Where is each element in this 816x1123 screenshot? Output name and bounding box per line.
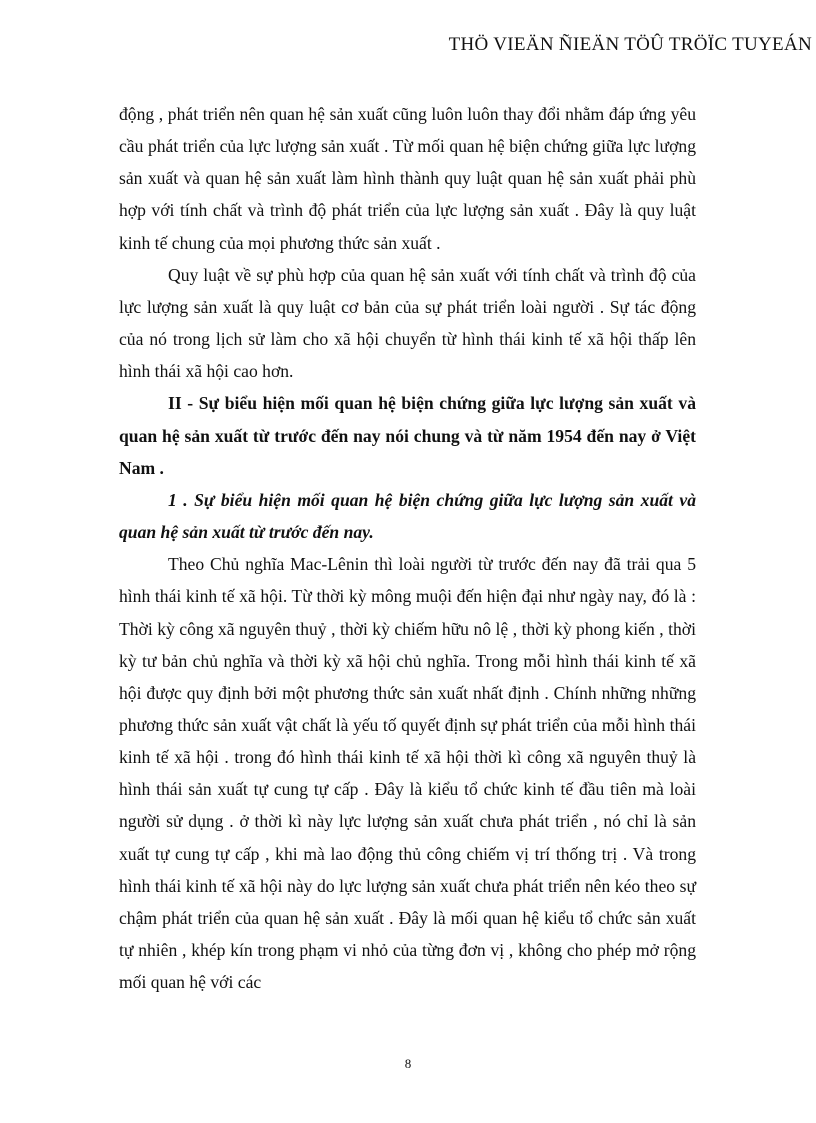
- section-heading: II - Sự biểu hiện mối quan hệ biện chứng giữa lực lượng sản xuất và quan hệ sản xuất từ trước đến nay nói chung và từ năm 1954 đến nay ở Việt Nam .: [119, 393, 696, 478]
- body-paragraph-continued: động , phát triển nên quan hệ sản xuất cũng luôn luôn thay đổi nhằm đáp ứng yêu cầu phát triển của lực lượng sản xuất . Từ mối quan hệ biện chứng giữa lực lượng sản xuất và quan hệ sản xuất làm hình thành quy luật quan hệ sản xuất phải phù hợp với tính chất và trình độ phát triển của lực lượng sản xuất . Đây là quy luật kinh tế chung của mọi phương thức sản xuất .: [119, 104, 696, 253]
- body-paragraph: Theo Chủ nghĩa Mac-Lênin thì loài người từ trước đến nay đã trải qua 5 hình thái kinh tế xã hội. Từ thời kỳ mông muội đến hiện đại như ngày nay, đó là : Thời kỳ công xã nguyên thuỷ , thời kỳ chiếm hữu nô lệ , thời kỳ phong kiến , thời kỳ tư bản chủ nghĩa và thời kỳ xã hội chủ nghĩa. Trong mỗi hình thái kinh tế xã hội được quy định bởi một phương thức sản xuất nhất định . Chính những những phương thức sản xuất vật chất là yếu tố quyết định sự phát triển của mỗi hình thái kinh tế xã hội . trong đó hình thái kinh tế xã hội thời kì công xã nguyên thuỷ là hình thái sản xuất tự cung tự cấp . Đây là kiểu tổ chức kinh tế đầu tiên mà loài người sử dụng . ở thời kì này lực lượng sản xuất chưa phát triển , nó chỉ là sản xuất tự cung tự cấp , khi mà lao động thủ công chiếm vị trí thống trị . Và trong hình thái kinh tế xã hội này do lực lượng sản xuất chưa phát triển nên kéo theo sự chậm phát triển của quan hệ sản xuất . Đây là mối quan hệ kiểu tổ chức sản xuất tự nhiên , khép kín trong phạm vi nhỏ của từng đơn vị , không cho phép mở rộng mối quan hệ với các: [119, 554, 696, 993]
- subsection-heading: 1 . Sự biểu hiện mối quan hệ biện chứng giữa lực lượng sản xuất và quan hệ sản xuất từ trước đến nay.: [119, 489, 696, 543]
- page-header-title: THÖ VIEÄN ÑIEÄN TÖÛ TRÖÏC TUYEÁN: [448, 34, 812, 55]
- page-number: 8: [404, 1056, 412, 1071]
- document-body: [119, 98, 696, 998]
- body-paragraph: Quy luật về sự phù hợp của quan hệ sản xuất với tính chất và trình độ của lực lượng sản xuất là quy luật cơ bản của sự phát triển loài người . Sự tác động của nó trong lịch sử làm cho xã hội chuyển từ hình thái kinh tế xã hội thấp lên hình thái xã hội cao hơn.: [119, 264, 696, 382]
